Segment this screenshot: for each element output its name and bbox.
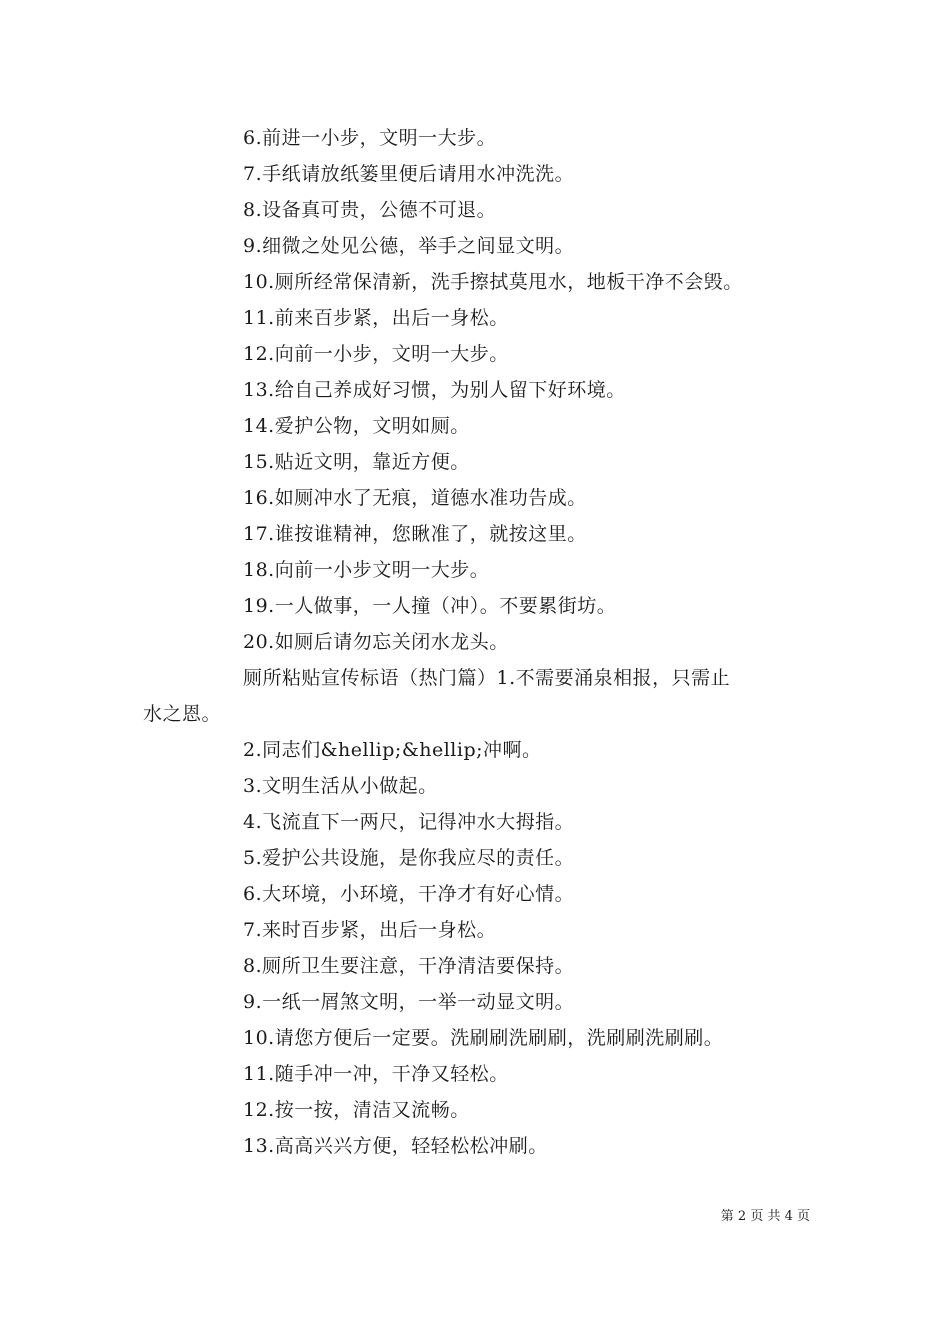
- slogan-line: 7.来时百步紧，出后一身松。: [243, 919, 497, 941]
- slogan-line: 8.设备真可贵，公德不可退。: [243, 199, 497, 221]
- slogan-line: 6.大环境，小环境，干净才有好心情。: [243, 883, 575, 905]
- slogan-line: 13.给自己养成好习惯，为别人留下好环境。: [243, 379, 626, 401]
- slogan-line: 12.向前一小步，文明一大步。: [243, 343, 509, 365]
- section-heading-wrap: 水之恩。: [143, 703, 222, 725]
- section-heading: 厕所粘贴宣传标语（热门篇）1.不需要涌泉相报，只需止: [243, 667, 731, 689]
- slogan-line: 4.飞流直下一两尺，记得冲水大拇指。: [243, 811, 575, 833]
- slogan-line: 3.文明生活从小做起。: [243, 775, 438, 797]
- slogan-line: 16.如厕冲水了无痕，道德水准功告成。: [243, 487, 587, 509]
- slogan-line: 9.细微之处见公德，举手之间显文明。: [243, 235, 575, 257]
- page-number: 第 2 页 共 4 页: [720, 1209, 810, 1224]
- slogan-line: 13.高高兴兴方便，轻轻松松冲刷。: [243, 1135, 548, 1157]
- slogan-line: 15.贴近文明，靠近方便。: [243, 451, 470, 473]
- slogan-line: 19.一人做事，一人撞（冲）。不要累街坊。: [243, 595, 617, 617]
- slogan-line: 7.手纸请放纸篓里便后请用水冲洗洗。: [243, 163, 575, 185]
- slogan-line: 10.厕所经常保清新，洗手擦拭莫甩水，地板干净不会毁。: [243, 271, 743, 293]
- slogan-line: 6.前进一小步，文明一大步。: [243, 127, 497, 149]
- slogan-line: 11.前来百步紧，出后一身松。: [243, 307, 509, 329]
- slogan-line: 9.一纸一屑煞文明，一举一动显文明。: [243, 991, 575, 1013]
- slogan-line: 20.如厕后请勿忘关闭水龙头。: [243, 631, 509, 653]
- slogan-line: 17.谁按谁精神，您瞅准了，就按这里。: [243, 523, 587, 545]
- slogan-line: 8.厕所卫生要注意，干净清洁要保持。: [243, 955, 575, 977]
- slogan-line: 11.随手冲一冲，干净又轻松。: [243, 1063, 509, 1085]
- slogan-line: 14.爱护公物，文明如厕。: [243, 415, 470, 437]
- document-body: [143, 120, 815, 1164]
- slogan-line: 5.爱护公共设施，是你我应尽的责任。: [243, 847, 575, 869]
- slogan-line: 2.同志们&hellip;&hellip;冲啊。: [243, 739, 542, 761]
- slogan-line: 12.按一按，清洁又流畅。: [243, 1099, 470, 1121]
- slogan-line: 18.向前一小步文明一大步。: [243, 559, 490, 581]
- slogan-line: 10.请您方便后一定要。洗刷刷洗刷刷，洗刷刷洗刷刷。: [243, 1027, 724, 1049]
